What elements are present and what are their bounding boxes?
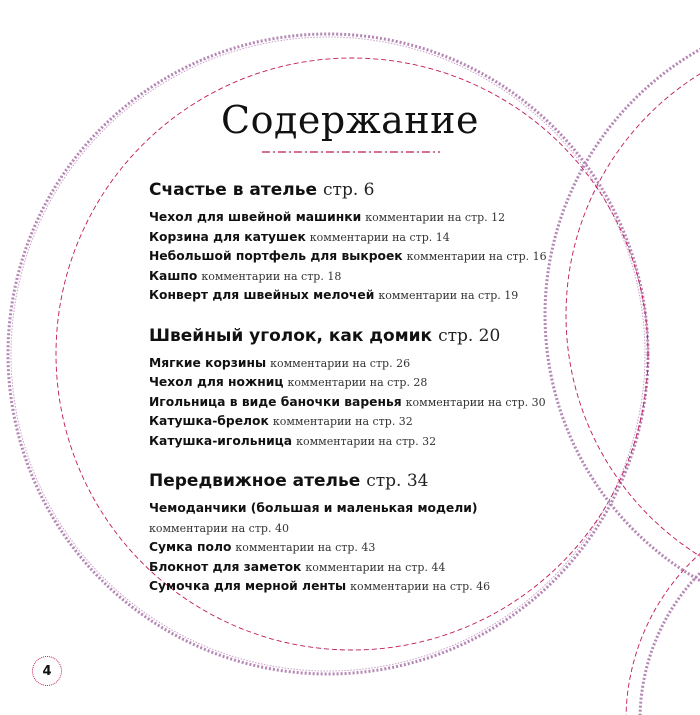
item-note: комментарии на стр. 14 — [309, 230, 450, 244]
item-note: комментарии на стр. 32 — [296, 434, 437, 448]
section-page: стр. 20 — [438, 325, 501, 346]
item-title: Сумочка для мерной ленты — [149, 579, 347, 593]
toc-item — [149, 373, 619, 393]
toc-item — [149, 228, 619, 248]
toc-section — [149, 469, 619, 597]
toc-item — [149, 208, 619, 228]
item-title: Кашпо — [149, 268, 198, 283]
item-note: комментарии на стр. 16 — [406, 250, 547, 263]
item-note: комментарии на стр. 19 — [378, 289, 519, 302]
item-title: Катушка-брелок — [149, 414, 269, 428]
item-note: комментарии на стр. 12 — [365, 211, 506, 224]
toc-item — [149, 247, 619, 267]
toc-item — [149, 432, 619, 452]
toc-section — [149, 324, 619, 452]
item-title: Конверт для швейных мелочей — [149, 288, 375, 302]
item-title: Катушка-игольница — [149, 433, 293, 448]
toc-item — [149, 412, 619, 432]
toc-item — [149, 267, 619, 287]
section-page: стр. 6 — [323, 180, 375, 200]
bottom-right-ring-stitch — [640, 510, 700, 715]
toc-item — [149, 558, 619, 578]
item-note: комментарии на стр. 32 — [272, 415, 413, 428]
item-title: Небольшой портфель для выкроек — [149, 249, 403, 263]
item-title: Игольница в виде баночки варенья — [149, 394, 402, 409]
item-title: Чехол для швейной машинки — [149, 210, 362, 224]
section-heading — [149, 324, 619, 349]
section-title: Швейный уголок, как домик — [149, 325, 433, 346]
item-note: комментарии на стр. 46 — [350, 580, 491, 593]
item-note: комментарии на стр. 28 — [287, 376, 428, 389]
section-title: Передвижное ателье — [149, 471, 361, 491]
item-note: комментарии на стр. 26 — [270, 356, 411, 370]
item-title: Корзина для катушек — [149, 229, 306, 244]
toc-item — [149, 286, 619, 306]
section-heading — [149, 178, 619, 203]
section-heading — [149, 469, 619, 494]
item-title: Чехол для ножниц — [149, 375, 284, 389]
toc-item — [149, 393, 619, 413]
page-title: Содержание — [221, 98, 479, 142]
item-title: Блокнот для заметок — [149, 559, 302, 574]
item-note: комментарии на стр. 44 — [305, 560, 446, 574]
table-of-contents — [149, 178, 619, 615]
section-title: Счастье в ателье — [149, 180, 318, 200]
section-page: стр. 34 — [366, 471, 429, 491]
toc-item — [149, 499, 619, 538]
item-note: комментарии на стр. 18 — [201, 269, 342, 283]
item-note: комментарии на стр. 43 — [235, 541, 376, 554]
toc-item — [149, 354, 619, 374]
item-note: комментарии на стр. 30 — [405, 395, 546, 409]
page-number: 4 — [32, 656, 62, 686]
item-title: Сумка поло — [149, 540, 232, 554]
item-title: Чемоданчики (большая и маленькая модели) — [149, 501, 478, 515]
item-note: комментарии на стр. 40 — [149, 521, 289, 535]
toc-item — [149, 577, 619, 597]
toc-item — [149, 538, 619, 558]
toc-section — [149, 178, 619, 306]
item-title: Мягкие корзины — [149, 355, 267, 370]
